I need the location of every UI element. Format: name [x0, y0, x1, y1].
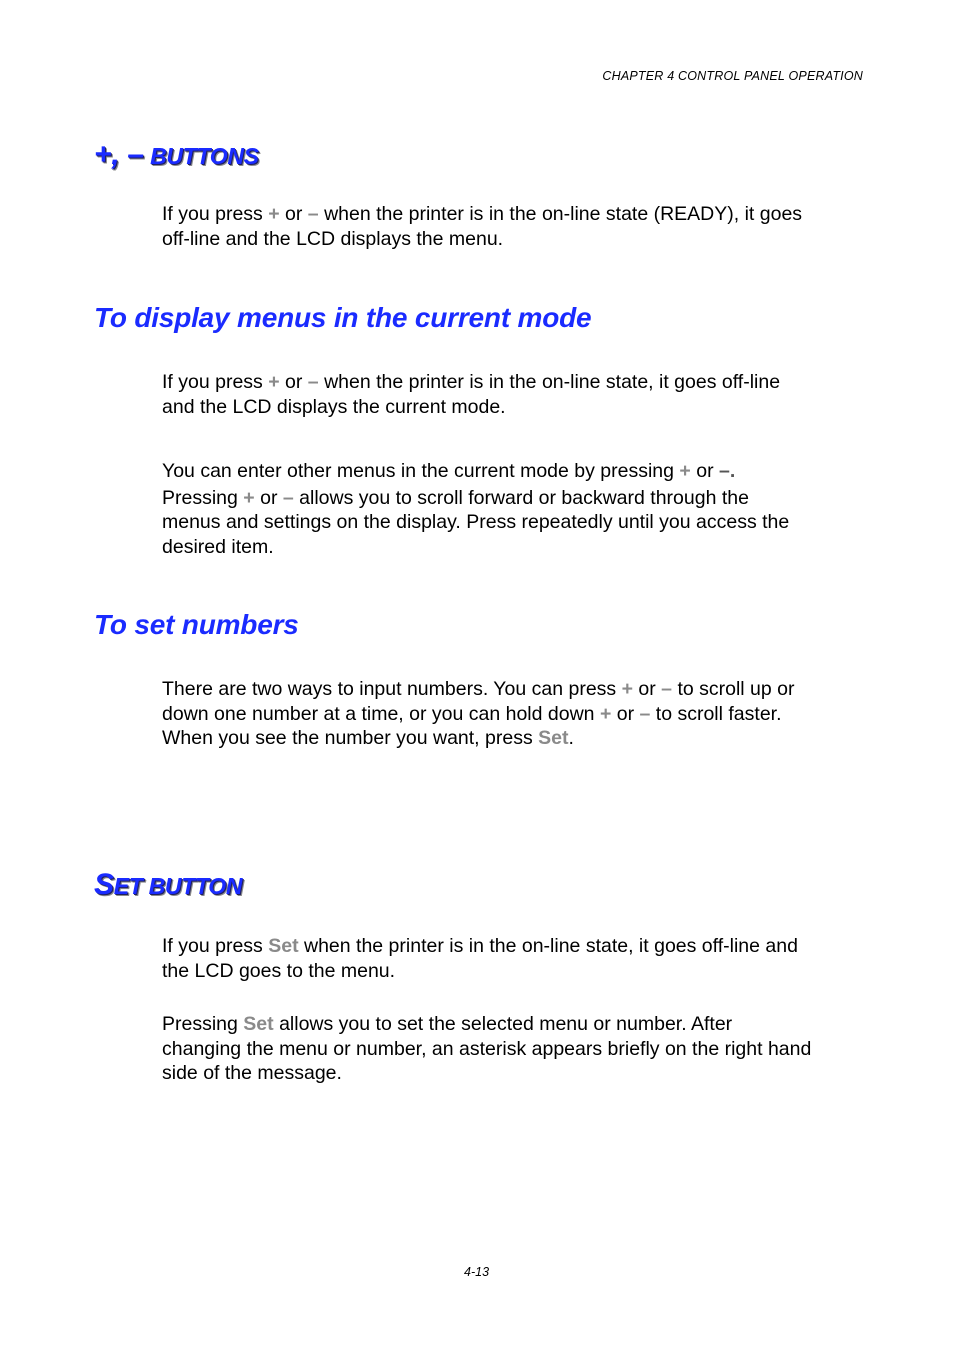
text: If you press [162, 935, 269, 957]
text: or [611, 702, 640, 725]
paragraph-display-menus-2 [162, 459, 862, 559]
heading-plus-minus-buttons [94, 138, 259, 172]
key-minus: – [307, 371, 319, 393]
text: If you press [162, 371, 269, 393]
heading-rest: ET BUTTON [113, 873, 243, 899]
key-plus: + [243, 486, 255, 509]
text: There are two ways to input numbers. You can press [162, 678, 622, 700]
text: Pressing [162, 486, 244, 509]
key-plus: + [268, 203, 280, 225]
page-number: 4-13 [464, 1265, 490, 1279]
key-minus: – [639, 702, 651, 725]
line [162, 702, 862, 727]
paragraph-plus-minus [162, 202, 862, 251]
key-plus: + [621, 678, 633, 700]
key-minus: –. [719, 460, 736, 482]
text: allows you to scroll forward or backward through the [293, 486, 749, 509]
line: and the LCD displays the current mode. [162, 395, 506, 418]
key-set: Set [243, 1013, 274, 1035]
line: menus and settings on the display. Press repeatedly until you access the [162, 511, 790, 534]
text: or [279, 371, 308, 393]
heading-display-menus: To display menus in the current mode [94, 302, 592, 333]
text: down one number at a time, or you can hold down [162, 702, 600, 725]
heading-set-button [94, 868, 242, 902]
key-plus: + [679, 460, 691, 482]
line: the LCD goes to the menu. [162, 959, 396, 982]
line [162, 934, 862, 959]
text: When you see the number you want, press [162, 727, 539, 750]
text: or [279, 203, 308, 225]
text: to scroll faster. [650, 702, 782, 725]
line [162, 370, 862, 395]
text: If you press [162, 203, 269, 225]
key-plus: + [599, 702, 612, 725]
text: or [254, 486, 283, 509]
key-minus: – [661, 678, 673, 700]
key-set: Set [268, 935, 299, 957]
line: desired item. [162, 535, 274, 558]
line: side of the message. [162, 1062, 342, 1085]
paragraph-set-button-2 [162, 1012, 862, 1086]
heading-symbols: +, – [94, 138, 144, 171]
text: or [632, 678, 662, 700]
paragraph-set-button-1 [162, 934, 862, 983]
heading-set-numbers: To set numbers [94, 609, 299, 640]
text: allows you to set the selected menu or number. After [273, 1013, 733, 1035]
key-minus: – [282, 486, 294, 509]
line [162, 1012, 862, 1037]
key-plus: + [268, 371, 280, 393]
line [162, 202, 862, 227]
text: Pressing [162, 1013, 244, 1035]
paragraph-display-menus-1 [162, 370, 862, 419]
line [162, 486, 862, 511]
text: when the printer is in the on-line state, it goes off-line and [298, 935, 798, 957]
text: when the printer is in the on-line state (READY), it goes [318, 203, 803, 225]
text: or [690, 460, 719, 482]
key-minus: – [307, 203, 319, 225]
line [162, 677, 862, 702]
heading-initial: S [94, 868, 114, 901]
heading-word: BUTTONS [150, 143, 259, 169]
paragraph-set-numbers [162, 677, 862, 751]
line: off-line and the LCD displays the menu. [162, 227, 504, 250]
text: to scroll up or [672, 678, 795, 700]
text: when the printer is in the on-line state, it goes off-line [318, 371, 781, 393]
line [162, 726, 862, 751]
line: changing the menu or number, an asterisk appears briefly on the right hand [162, 1037, 812, 1060]
text: You can enter other menus in the current mode by pressing [162, 460, 680, 482]
text: . [568, 727, 574, 750]
line [162, 459, 862, 484]
key-set: Set [538, 727, 569, 750]
chapter-header: CHAPTER 4 CONTROL PANEL OPERATION [602, 69, 863, 83]
